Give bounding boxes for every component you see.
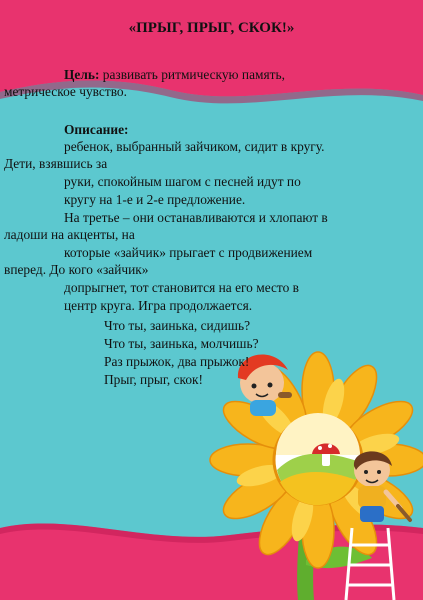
goal-text: развивать ритмическую память,	[99, 67, 285, 82]
poem-line: Прыг, прыг, скок!	[104, 372, 204, 387]
description-line: ребенок, выбранный зайчиком, сидит в кругу.	[64, 139, 325, 154]
page-title: «ПРЫГ, ПРЫГ, СКОК!»	[128, 20, 295, 36]
description-label: Описание:	[64, 122, 129, 137]
description-line: которые «зайчик» прыгает с продвижением	[64, 245, 313, 260]
goal-text-continued: метрическое чувство.	[4, 84, 127, 99]
description-line: центр круга. Игра продолжается.	[64, 298, 253, 313]
poem-line: Что ты, заинька, молчишь?	[104, 336, 259, 351]
description-line: допрыгнет, тот становится на его место в	[64, 280, 299, 295]
description-line: кругу на 1-е и 2-е предложение.	[64, 192, 246, 207]
poem-line: Раз прыжок, два прыжок!	[104, 354, 250, 369]
description-line: руки, спокойным шагом с песней идут по	[64, 174, 301, 189]
goal-line	[64, 66, 285, 83]
mushroom-stem	[322, 452, 330, 466]
description-line: вперед. До кого «зайчик»	[4, 262, 149, 277]
goal-label: Цель:	[64, 67, 100, 82]
description-line: ладоши на акценты, на	[4, 227, 135, 242]
description-line: Дети, взявшись за	[4, 156, 108, 171]
description-line: На третье – они останавливаются и хлопают в	[64, 210, 328, 225]
poem-line: Что ты, заинька, сидишь?	[104, 318, 251, 333]
